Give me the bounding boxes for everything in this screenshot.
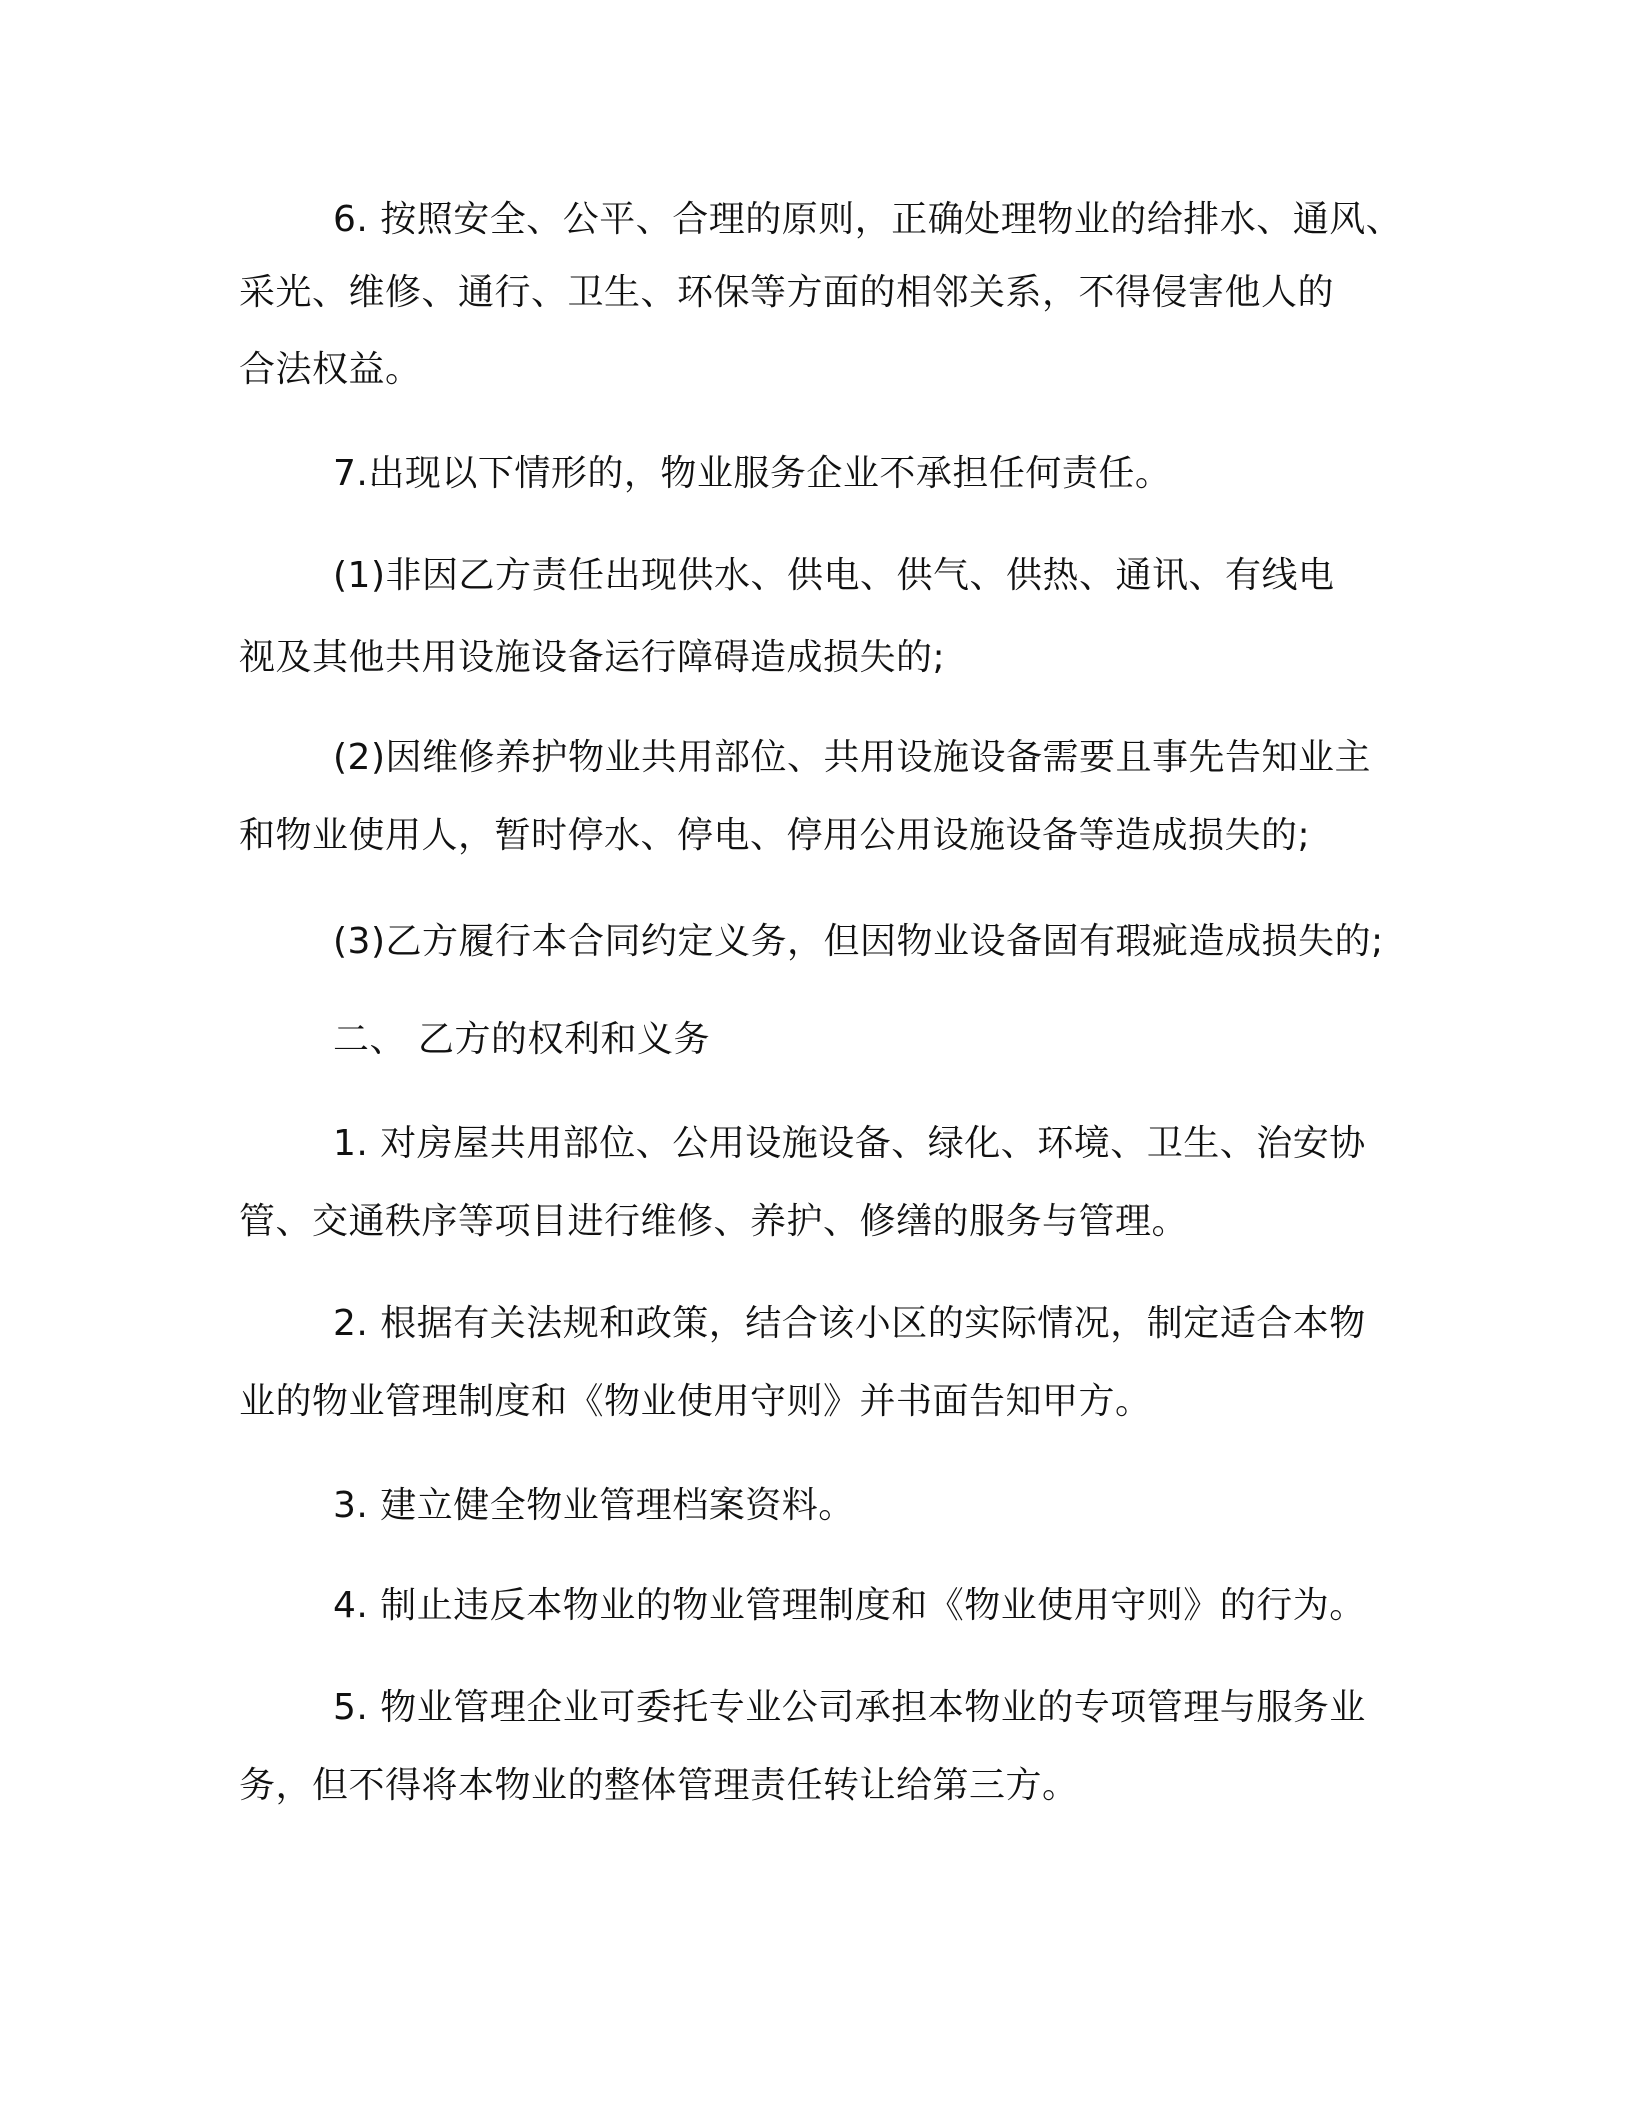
text-line: 合法权益。 <box>239 349 422 390</box>
text-line: 视及其他共用设施设备运行障碍造成损失的; <box>239 637 946 678</box>
text-line: 和物业使用人，暂时停水、停电、停用公用设施设备等造成损失的; <box>239 815 1311 856</box>
text-line: (1)非因乙方责任出现供水、供电、供气、供热、通讯、有线电 <box>333 555 1335 596</box>
section-heading-text: 二、 乙方的权利和义务 <box>333 1019 710 1060</box>
text-line: 务，但不得将本物业的整体管理责任转让给第三方。 <box>239 1765 1079 1806</box>
text-line: 管、交通秩序等项目进行维修、养护、修缮的服务与管理。 <box>239 1201 1189 1242</box>
text-line: 1. 对房屋共用部位、公用设施设备、绿化、环境、卫生、治安协 <box>333 1123 1366 1164</box>
text-line: 3. 建立健全物业管理档案资料。 <box>333 1485 855 1526</box>
text-line: (3)乙方履行本合同约定义务，但因物业设备固有瑕疵造成损失的; <box>333 921 1384 962</box>
text-line: 5. 物业管理企业可委托专业公司承担本物业的专项管理与服务业 <box>333 1687 1366 1728</box>
text-line: 采光、维修、通行、卫生、环保等方面的相邻关系，不得侵害他人的 <box>239 272 1335 313</box>
text-line: 6. 按照安全、公平、合理的原则，正确处理物业的给排水、通风、 <box>333 199 1403 240</box>
text-line: 7.出现以下情形的，物业服务企业不承担任何责任。 <box>333 453 1172 494</box>
text-line: 2. 根据有关法规和政策，结合该小区的实际情况，制定适合本物 <box>333 1303 1366 1344</box>
text-line: 4. 制止违反本物业的物业管理制度和《物业使用守则》的行为。 <box>333 1585 1366 1626</box>
text-line: 业的物业管理制度和《物业使用守则》并书面告知甲方。 <box>239 1381 1152 1422</box>
text-line: (2)因维修养护物业共用部位、共用设施设备需要且事先告知业主 <box>333 737 1371 778</box>
